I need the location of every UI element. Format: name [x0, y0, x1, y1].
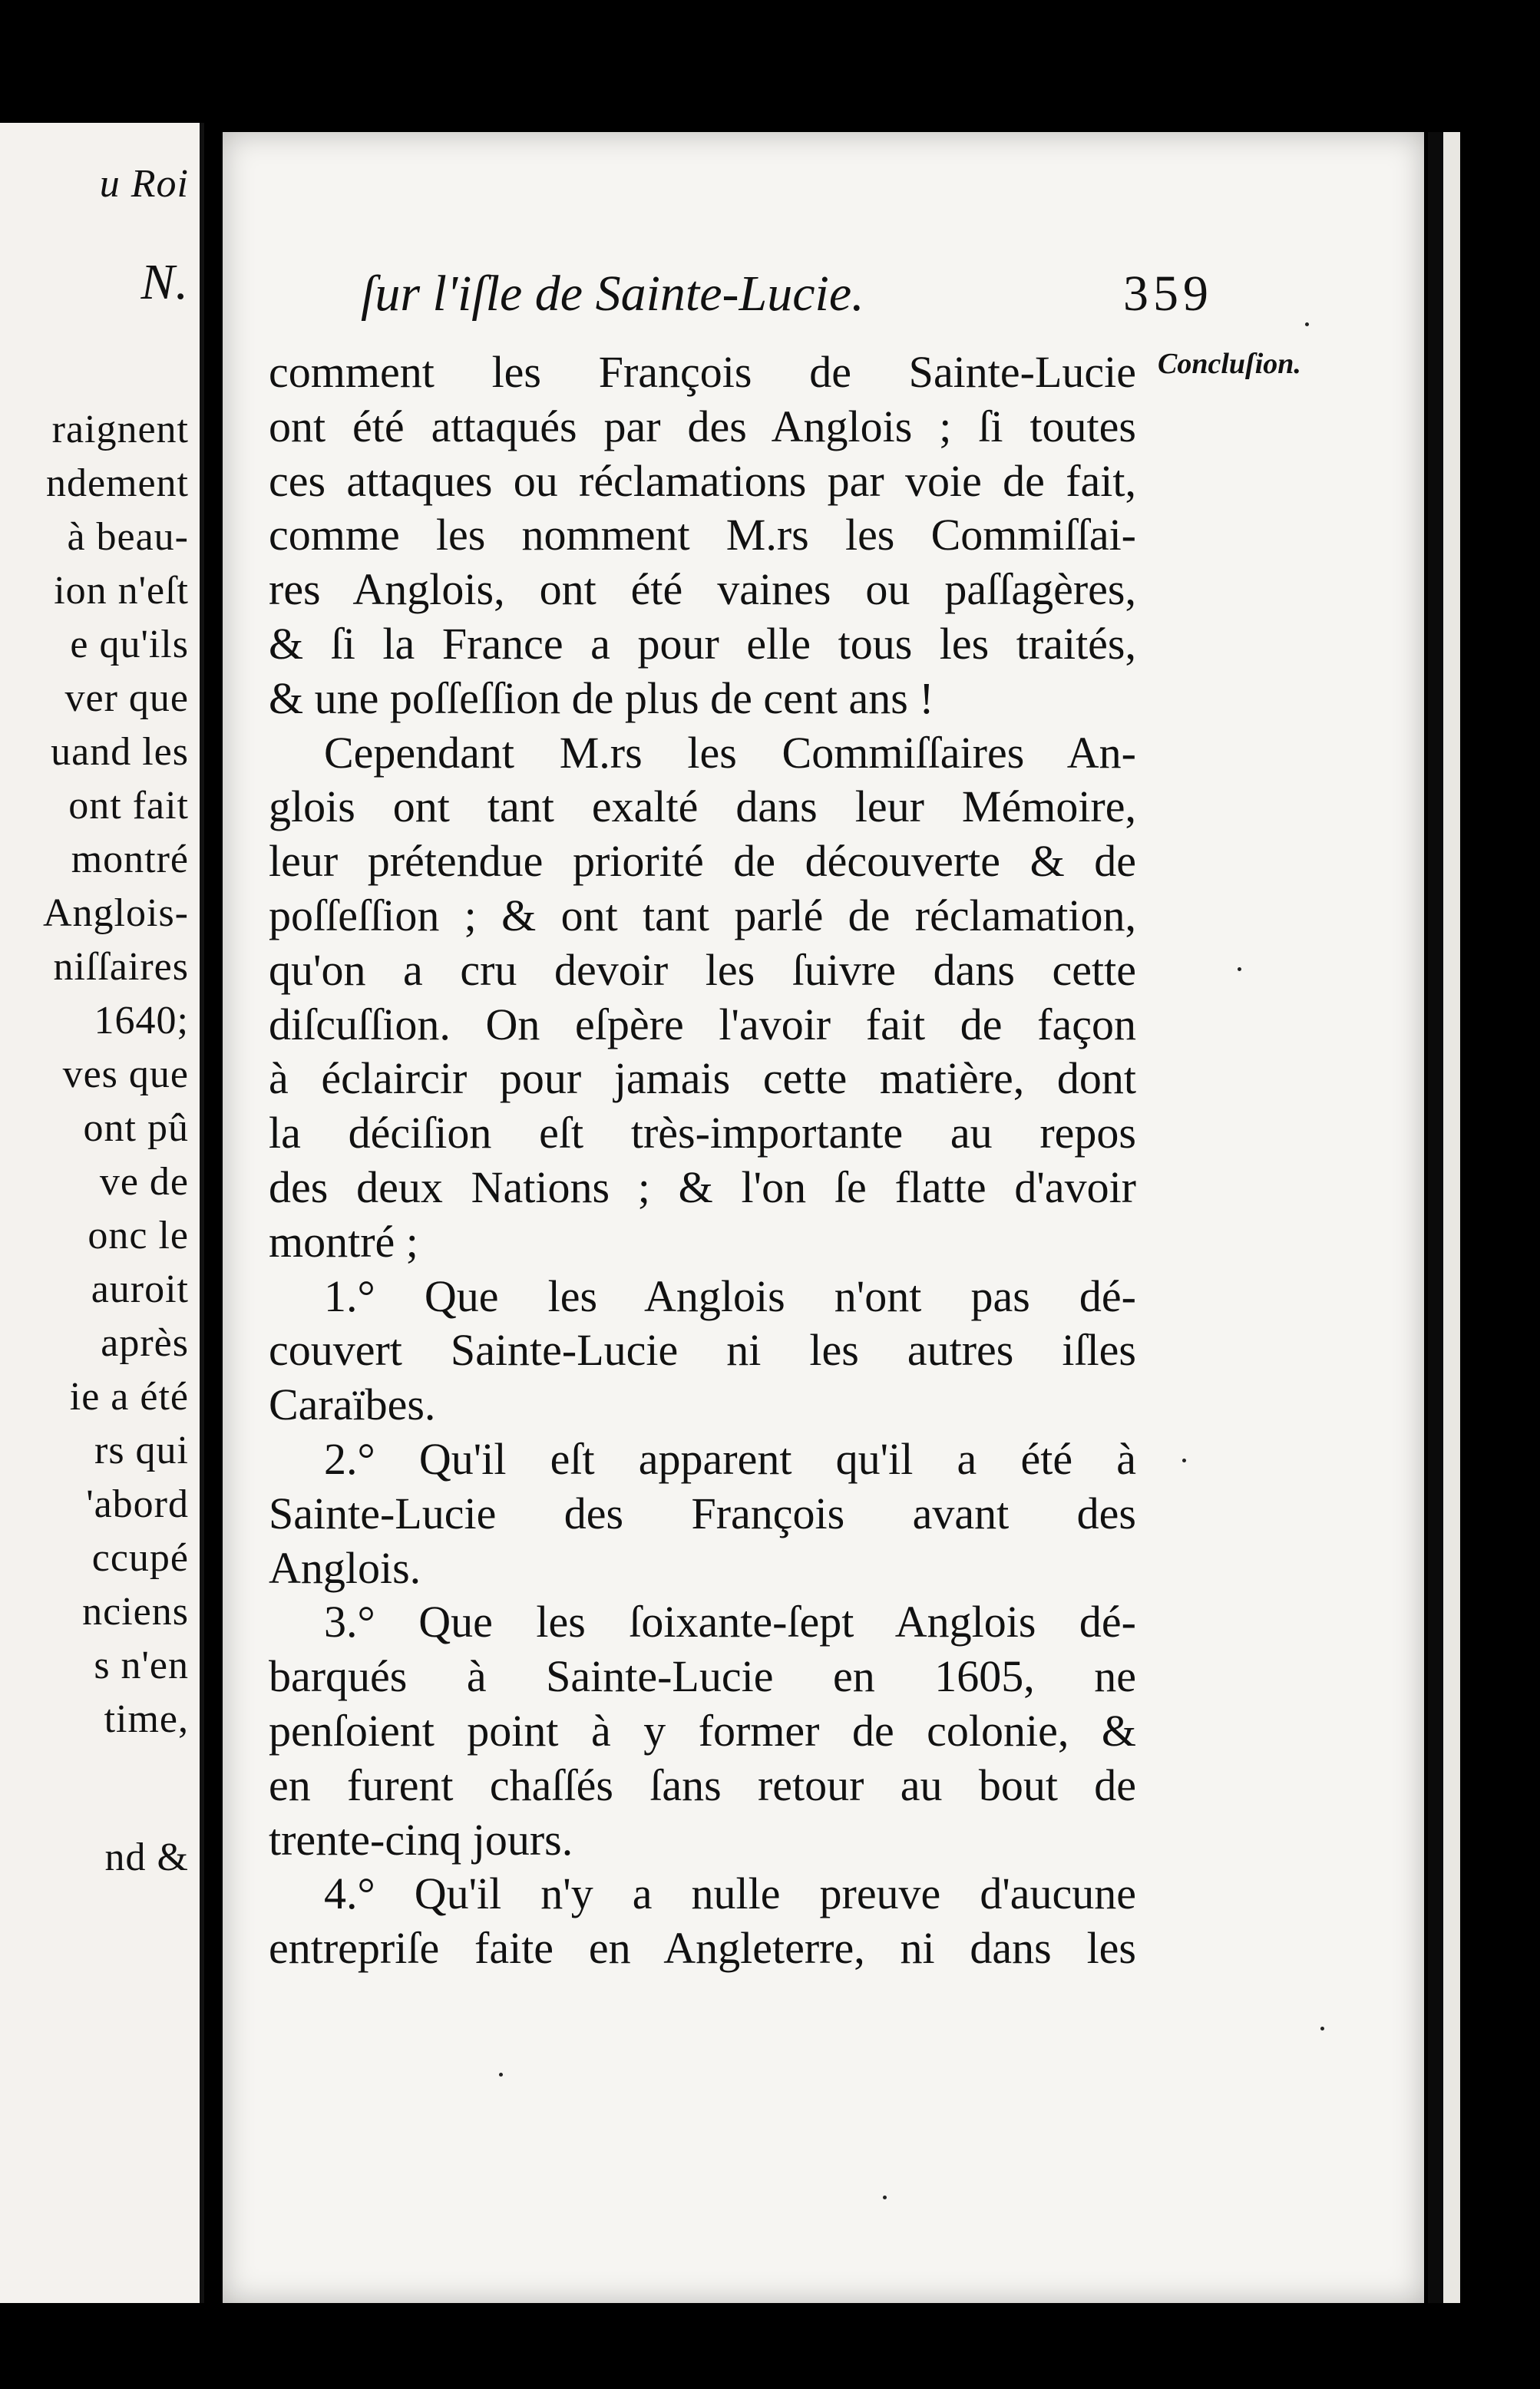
text-line: diſcuſſion. On eſpère l'avoir fait de façon — [269, 999, 1136, 1049]
text-line: Anglois. — [269, 1542, 421, 1593]
text-line: leur prétendue priorité de découverte & de — [269, 836, 1136, 887]
left-page-line: time, — [104, 1697, 189, 1741]
left-page-line: onc le — [88, 1214, 189, 1257]
text-line: barqués à Sainte-Lucie en 1605, ne — [269, 1651, 1136, 1702]
list-item-line: 4.° Qu'il n'y a nulle preuve d'aucune — [324, 1869, 1136, 1919]
text-line: & une poſſeſſion de plus de cent ans ! — [269, 672, 934, 723]
left-page-line: ve de — [99, 1160, 189, 1204]
left-page-line: à beau- — [67, 515, 189, 559]
left-page-line: 'abord — [86, 1482, 189, 1526]
scan-speck — [1305, 322, 1309, 326]
text-line: Sainte-Lucie des François avant des — [269, 1488, 1136, 1538]
text-line: qu'on a cru devoir les ſuivre dans cette — [269, 944, 1136, 995]
margin-note: Concluſion. — [1158, 348, 1301, 380]
text-line: trente-cinq jours. — [269, 1814, 573, 1865]
text-line: en furent chaſſés ſans retour au bout de — [269, 1760, 1136, 1810]
scan-speck — [1182, 1459, 1186, 1462]
text-line: comment les François de Sainte-Lucie — [269, 347, 1136, 397]
text-line: montré ; — [269, 1216, 418, 1267]
left-page-line: ccupé — [91, 1536, 189, 1580]
page-number: 359 — [1123, 266, 1213, 322]
text-line: entrepriſe faite en Angleterre, ni dans les — [269, 1923, 1136, 1974]
text-line: poſſeſſion ; & ont tant parlé de réclamation, — [269, 890, 1136, 940]
left-page-line: uand les — [51, 730, 189, 774]
next-page-edge — [1443, 132, 1460, 2303]
page-header — [361, 265, 1213, 342]
text-line: ont été attaqués par des Anglois ; ſi toutes — [269, 401, 1136, 451]
left-page-line: après — [101, 1321, 189, 1365]
left-page-line: auroit — [91, 1267, 189, 1311]
left-page-line: ndement — [45, 461, 189, 505]
scan-speck — [883, 2196, 887, 2199]
list-item-line: 1.° Que les Anglois n'ont pas dé- — [324, 1270, 1136, 1321]
left-page-line: ion n'eſt — [54, 569, 189, 613]
text-line: la déciſion eſt très-importante au repos — [269, 1108, 1136, 1158]
page-body-text — [269, 345, 1136, 1976]
left-page-line: nd & — [104, 1836, 189, 1879]
left-page-line: niſſaires — [53, 945, 189, 989]
scan-speck — [499, 2073, 503, 2077]
text-line: ces attaques ou réclamations par voie de fait, — [269, 455, 1136, 506]
left-page-line: ont fait — [68, 784, 189, 828]
text-line: penſoient point à y former de colonie, & — [269, 1705, 1136, 1756]
left-page-line: montré — [71, 838, 189, 881]
left-page-line: nciens — [82, 1590, 189, 1634]
text-line: Cependant M.rs les Commiſſaires An- — [324, 727, 1136, 778]
list-item-line: 2.° Qu'il eſt apparent qu'il a été à — [324, 1433, 1136, 1484]
text-line: des deux Nations ; & l'on ſe flatte d'avoir — [269, 1161, 1136, 1212]
running-head: ſur l'iſle de Sainte-Lucie. — [361, 266, 864, 322]
scan-speck — [1238, 967, 1241, 971]
left-page-line: ver que — [64, 676, 189, 720]
left-page-line: rs qui — [94, 1429, 189, 1472]
text-line: comme les nomment M.rs les Commiſſai- — [269, 510, 1136, 560]
text-line: Caraïbes. — [269, 1380, 436, 1430]
text-line: à éclaircir pour jamais cette matière, dont — [269, 1053, 1136, 1104]
scan-speck — [1320, 2027, 1324, 2030]
page-edge-shadow — [1428, 132, 1443, 2303]
text-line: res Anglois, ont été vaines ou paſſagères, — [269, 564, 1136, 615]
left-page-line: N. — [140, 254, 189, 310]
left-page-fragment — [0, 123, 204, 2303]
left-page-line: ont pû — [83, 1106, 189, 1150]
left-page-line: raignent — [51, 408, 189, 451]
text-line: glois ont tant exalté dans leur Mémoire, — [269, 781, 1136, 832]
left-page-line: ves que — [62, 1052, 189, 1096]
list-item-line: 3.° Que les ſoixante-ſept Anglois dé- — [324, 1597, 1136, 1647]
text-line: & ſi la France a pour elle tous les traités, — [269, 618, 1136, 669]
left-page-line: s n'en — [94, 1644, 189, 1687]
left-page-line: u Roi — [99, 162, 189, 206]
left-page-line: 1640; — [94, 999, 189, 1043]
left-page-line: ie a été — [69, 1375, 189, 1419]
left-page-line: Anglois- — [43, 891, 189, 935]
text-line: couvert Sainte-Lucie ni les autres iſles — [269, 1325, 1136, 1376]
left-page-line: e qu'ils — [70, 623, 189, 666]
